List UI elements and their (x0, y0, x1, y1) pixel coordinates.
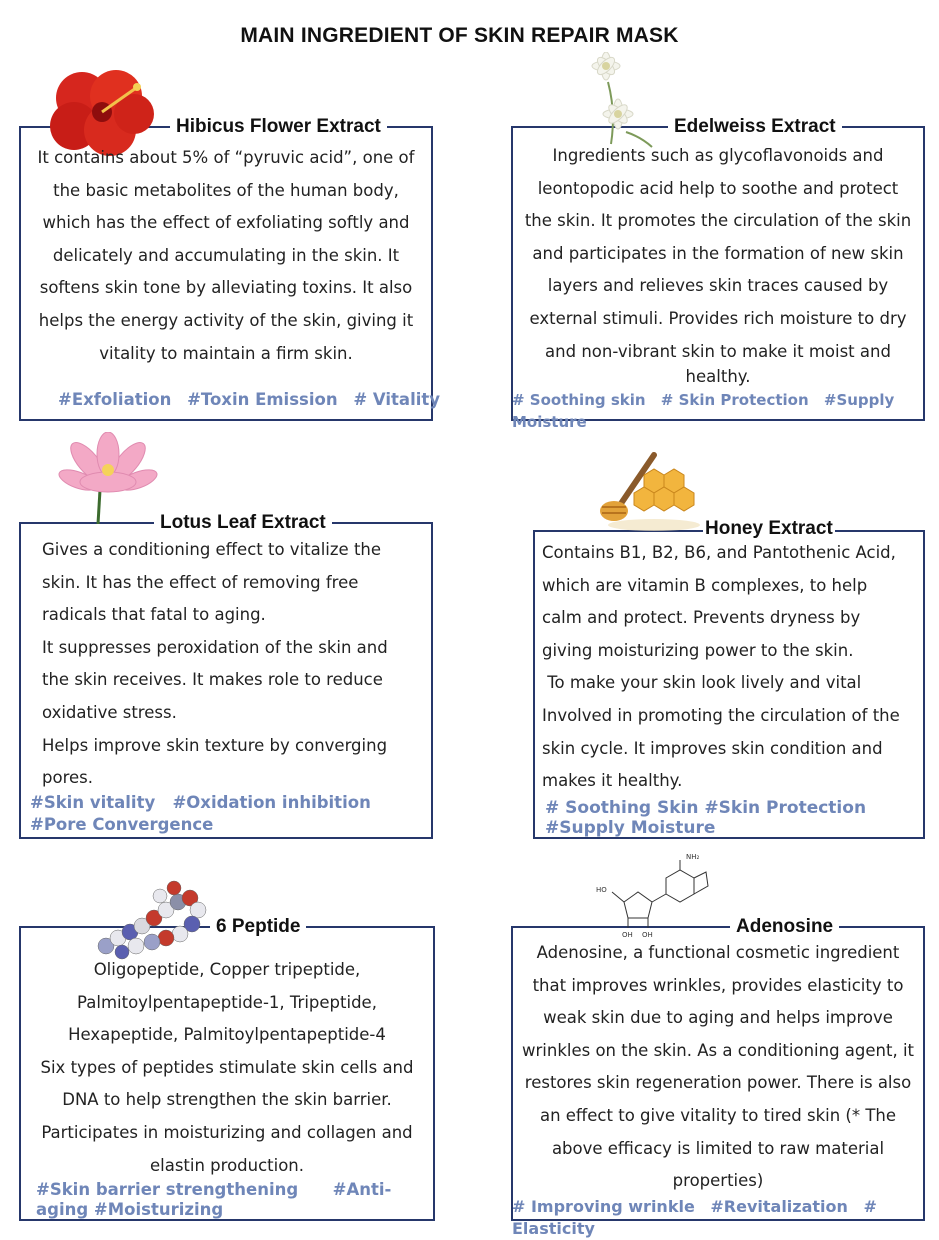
tag: # Elasticity (512, 1197, 877, 1238)
tag: # Vitality (353, 390, 441, 409)
card-text-peptide: Oligopeptide, Copper tripeptide, Palmitoylpentapeptide-1, Tripeptide, Hexapeptide, Palmitoylpentapeptide-4 Six types of peptides stimulate skin cells and DNA to help strengthen the skin barrier. Participates in moisturizing and collagen and elastin production. (40, 960, 414, 1175)
card-text-edelweiss: Ingredients such as glycoflavonoids and leontopodic acid help to soothe and protect the skin. It promotes the circulation of the skin and participates in the formation of new skin layers and relieves skin traces caused by external stimuli. Provides rich moisture to dry and non-vibrant skin to make it moist and healthy. (524, 146, 912, 387)
peptide-molecule-image (86, 880, 216, 960)
tag: #Supply Moisture (512, 391, 895, 431)
tags-lotus: #Skin vitality #Oxidation inhibition #Pore Convergence (30, 793, 389, 834)
tag: #Exfoliation (58, 390, 172, 409)
edelweiss-flower-image (566, 52, 666, 152)
tag: # Skin Protection (660, 391, 809, 409)
svg-text:OH: OH (642, 931, 653, 939)
card-text-adenosine: Adenosine, a functional cosmetic ingredient that improves wrinkles, provides elasticity to weak skin due to aging and helps improve wrinkles on the skin. As a conditioning agent, it restores skin regeneration power. There is also an effect to give vitality to tired skin (* The above efficacy is limited to raw material properties) (522, 943, 914, 1191)
tag: # Improving wrinkle (512, 1197, 695, 1216)
honey-dipper-image (584, 445, 704, 535)
card-text-hibiscus: It contains about 5% of “pyruvic acid”, one of the basic metabolites of the human body, which has the effect of exfoliating softly and delicately and accumulating in the skin. It softens skin tone by alleviating toxins. It also helps the energy activity of the skin, giving it vitality to maintain a firm skin. (37, 148, 415, 363)
card-title-hibiscus: Hibicus Flower Extract (170, 116, 387, 138)
card-title-lotus: Lotus Leaf Extract (154, 512, 332, 534)
svg-text:OH: OH (622, 931, 633, 939)
card-text-honey: Contains B1, B2, B6, and Pantothenic Acid, which are vitamin B complexes, to help calm and protect. Prevents dryness by giving moisturizing power to the skin. To make your skin look lively and vital Involved in promoting the circulation of the skin cycle. It improves skin condition and makes it healthy. (542, 543, 900, 791)
tags-edelweiss (512, 389, 939, 433)
card-text-lotus: Gives a conditioning effect to vitalize the skin. It has the effect of removing free radicals that fatal to aging. It suppresses peroxidation of the skin and the skin receives. It makes role to reduce oxidative stress. Helps improve skin texture by converging pores. (42, 540, 388, 788)
tags-adenosine (512, 1196, 939, 1240)
tags-peptide: #Skin barrier strengthening #Anti-aging #Moisturizing (36, 1180, 392, 1219)
tags-honey: # Soothing Skin #Skin Protection #Supply Moisture (545, 798, 867, 838)
page-title: MAIN INGREDIENT OF SKIN REPAIR MASK (240, 24, 679, 47)
card-title-edelweiss: Edelweiss Extract (668, 116, 842, 138)
card-title-peptide: 6 Peptide (210, 916, 306, 938)
svg-text:NH₂: NH₂ (686, 853, 700, 861)
card-title-adenosine: Adenosine (730, 916, 839, 938)
tag: # Soothing skin (512, 391, 646, 409)
tag: #Revitalization (710, 1197, 848, 1216)
tags-hibiscus (58, 389, 450, 411)
adenosine-structure-image (594, 852, 718, 940)
svg-text:HO: HO (596, 886, 607, 894)
tag: #Toxin Emission (187, 390, 338, 409)
lotus-flower-image (58, 432, 158, 524)
card-title-honey: Honey Extract (705, 518, 833, 539)
